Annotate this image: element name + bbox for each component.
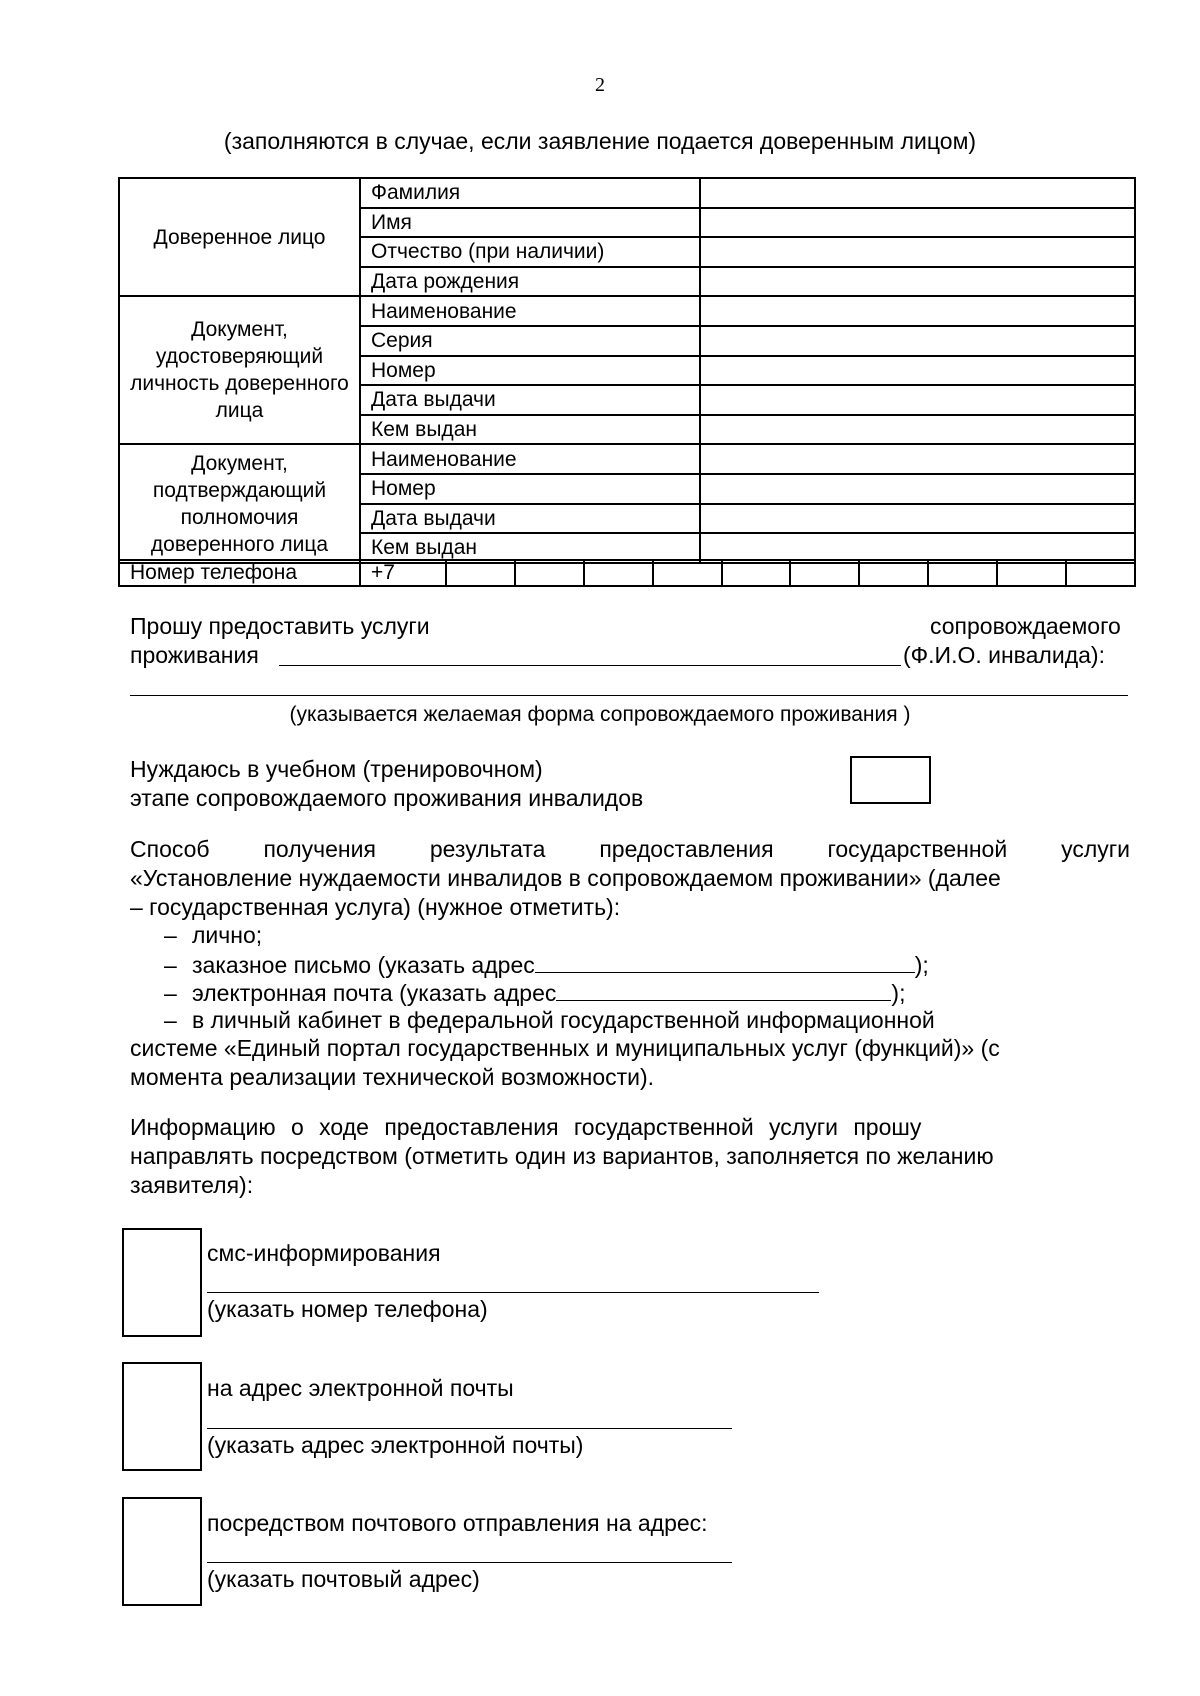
request-line1-left: Прошу предоставить услуги <box>130 613 430 639</box>
option-mail <box>142 950 929 980</box>
option-mail-label: заказное письмо (указать адрес <box>192 952 535 978</box>
row-label-patronymic: Отчество (при наличии) <box>360 237 700 267</box>
info-line3: заявителя): <box>130 1172 254 1198</box>
header-note: (заполняются в случае, если заявление подается доверенным лицом) <box>223 128 977 154</box>
method-cont1: системе «Единый портал государственных и муниципальных услуг (функций)» (с <box>130 1035 1000 1061</box>
patronymic-field[interactable] <box>700 237 1135 267</box>
info-line2: направлять посредством (отметить один из вариантов, заполняется по желанию <box>130 1143 994 1169</box>
id-doc-number-field[interactable] <box>700 356 1135 386</box>
group-trusted-person: Доверенное лицо <box>119 178 360 296</box>
row-label-id-doc-number: Номер <box>360 356 700 386</box>
request-line1-right: сопровождаемого <box>930 613 1121 639</box>
group-identity-document: Документ, удостоверяющий личность доверенного лица <box>119 296 360 444</box>
email-hint: (указать адрес электронной почты) <box>207 1432 584 1458</box>
sms-phone-field[interactable] <box>207 1292 819 1293</box>
sms-hint: (указать номер телефона) <box>207 1296 488 1322</box>
dash-marker: – <box>164 922 177 948</box>
email-address-field[interactable] <box>556 978 891 1001</box>
option-cabinet <box>142 1006 935 1035</box>
row-label-id-doc-issue-date: Дата выдачи <box>360 385 700 415</box>
row-label-auth-doc-issue-date: Дата выдачи <box>360 504 700 534</box>
birth-date-field[interactable] <box>700 267 1135 297</box>
postal-label: посредством почтового отправления на адрес: <box>207 1510 708 1536</box>
living-form-field[interactable] <box>130 695 1128 696</box>
row-label-birth-date: Дата рождения <box>360 267 700 297</box>
phone-digit-cell[interactable] <box>859 560 928 586</box>
option-email <box>142 978 905 1008</box>
training-line2: этапе сопровождаемого проживания инвалидов <box>130 785 644 811</box>
phone-digit-cell[interactable] <box>515 560 584 586</box>
sms-checkbox[interactable] <box>122 1228 202 1337</box>
method-line3: – государственная услуга) (нужное отметить): <box>130 894 621 920</box>
phone-digit-cell[interactable] <box>446 560 515 586</box>
request-line2-left: проживания <box>130 642 259 668</box>
mail-address-field[interactable] <box>535 950 915 973</box>
row-label-auth-doc-issuer: Кем выдан <box>360 533 700 563</box>
row-label-surname: Фамилия <box>360 178 700 208</box>
sms-label: смс-информирования <box>207 1240 441 1266</box>
id-doc-issuer-field[interactable] <box>700 415 1135 445</box>
auth-doc-name-field[interactable] <box>700 444 1135 474</box>
phone-digit-cell[interactable] <box>928 560 997 586</box>
id-doc-issue-date-field[interactable] <box>700 385 1135 415</box>
phone-digit-cell[interactable] <box>1066 560 1135 586</box>
option-mail-end: ); <box>914 952 929 978</box>
method-line1: Способ получения результата предоставления государственной услуги <box>130 836 1130 862</box>
request-line2-right: (Ф.И.О. инвалида): <box>903 642 1105 668</box>
phone-digit-cell[interactable] <box>790 560 859 586</box>
phone-label: Номер телефона <box>119 560 360 586</box>
method-line2: «Установление нуждаемости инвалидов в сопровождаемом проживании» (далее <box>130 865 1001 891</box>
group-authority-document: Документ, подтверждающий полномочия доверенного лица <box>119 444 360 562</box>
page-number: 2 <box>595 74 605 96</box>
id-doc-series-field[interactable] <box>700 326 1135 356</box>
email-info-field[interactable] <box>207 1428 732 1429</box>
dash-marker: – <box>164 1007 177 1033</box>
dash-marker: – <box>164 980 177 1006</box>
row-label-name: Имя <box>360 208 700 238</box>
postal-address-field[interactable] <box>207 1562 732 1563</box>
option-personal-label: лично; <box>192 922 263 948</box>
postal-checkbox[interactable] <box>122 1497 202 1606</box>
living-form-hint: (указывается желаемая форма сопровождаемого проживания ) <box>289 703 911 726</box>
auth-doc-issue-date-field[interactable] <box>700 504 1135 534</box>
row-label-id-doc-series: Серия <box>360 326 700 356</box>
training-line1: Нуждаюсь в учебном (тренировочном) <box>130 756 543 782</box>
option-personal <box>142 921 262 950</box>
phone-table <box>118 559 1136 587</box>
method-cont2: момента реализации технической возможности). <box>130 1064 655 1090</box>
auth-doc-number-field[interactable] <box>700 474 1135 504</box>
row-label-auth-doc-number: Номер <box>360 474 700 504</box>
option-cabinet-label: в личный кабинет в федеральной государственной информационной <box>192 1007 935 1033</box>
phone-digit-cell[interactable] <box>722 560 791 586</box>
row-label-id-doc-name: Наименование <box>360 296 700 326</box>
training-checkbox[interactable] <box>850 756 931 804</box>
phone-digit-cell[interactable] <box>653 560 722 586</box>
id-doc-name-field[interactable] <box>700 296 1135 326</box>
row-label-id-doc-issuer: Кем выдан <box>360 415 700 445</box>
phone-prefix: +7 <box>360 560 446 586</box>
email-label: на адрес электронной почты <box>207 1375 514 1401</box>
postal-hint: (указать почтовый адрес) <box>207 1566 480 1592</box>
phone-digit-cell[interactable] <box>584 560 653 586</box>
option-email-end: ); <box>891 980 906 1006</box>
option-email-label: электронная почта (указать адрес <box>192 980 557 1006</box>
surname-field[interactable] <box>700 178 1135 208</box>
info-line1: Информацию о ходе предоставления государственной услуги прошу <box>130 1114 922 1140</box>
trusted-person-table <box>118 177 1136 564</box>
name-field[interactable] <box>700 208 1135 238</box>
row-label-auth-doc-name: Наименование <box>360 444 700 474</box>
disabled-person-name-field[interactable] <box>279 643 901 666</box>
phone-digit-cell[interactable] <box>997 560 1066 586</box>
email-checkbox[interactable] <box>122 1362 202 1471</box>
dash-marker: – <box>164 952 177 978</box>
